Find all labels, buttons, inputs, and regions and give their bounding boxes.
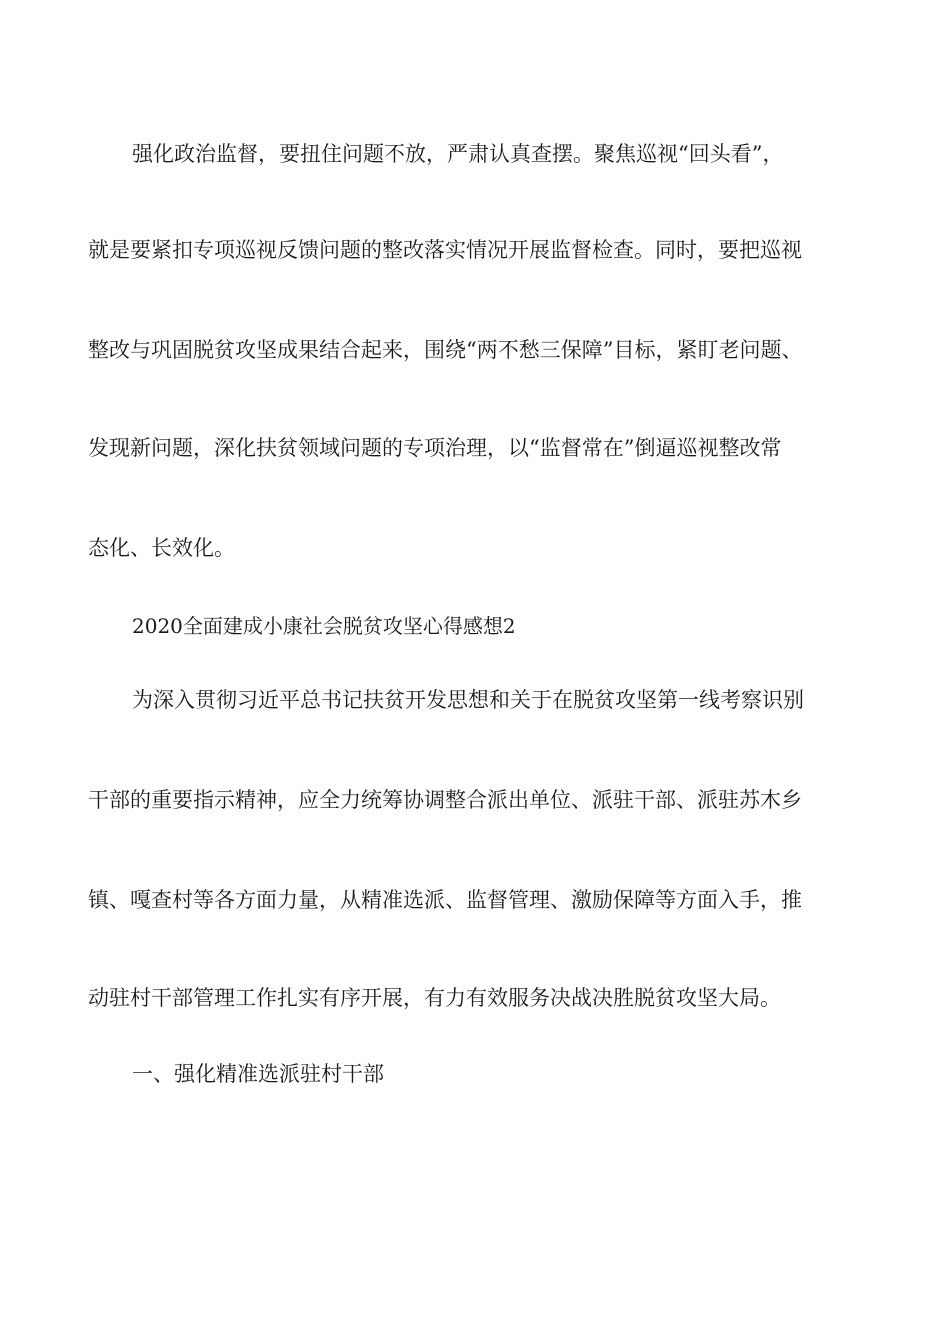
paragraph-line: 镇、嘎查村等各方面力量，从精准选派、监督管理、激励保障等方面入手，推 — [88, 888, 802, 912]
paragraph-line: 干部的重要指示精神，应全力统筹协调整合派出单位、派驻干部、派驻苏木乡 — [88, 788, 802, 812]
paragraph-line: 动驻村干部管理工作扎实有序开展，有力有效服务决战决胜脱贫攻坚大局。 — [88, 986, 781, 1010]
section-title: 2020全面建成小康社会脱贫攻坚心得感想2 — [132, 614, 516, 638]
paragraph-line: 发现新问题，深化扶贫领域问题的专项治理，以“监督常在”倒逼巡视整改常 — [88, 436, 782, 460]
paragraph-line: 态化、长效化。 — [88, 536, 235, 560]
paragraph-line: 整改与巩固脱贫攻坚成果结合起来，围绕“两不愁三保障”目标，紧盯老问题、 — [88, 338, 803, 362]
subheading: 一、强化精准选派驻村干部 — [132, 1062, 384, 1086]
paragraph-line: 就是要紧扣专项巡视反馈问题的整改落实情况开展监督检查。同时，要把巡视 — [88, 238, 802, 262]
paragraph-line: 强化政治监督，要扭住问题不放，严肃认真查摆。聚焦巡视“回头看”， — [132, 142, 784, 166]
paragraph-line: 为深入贯彻习近平总书记扶贫开发思想和关于在脱贫攻坚第一线考察识别 — [132, 688, 804, 712]
